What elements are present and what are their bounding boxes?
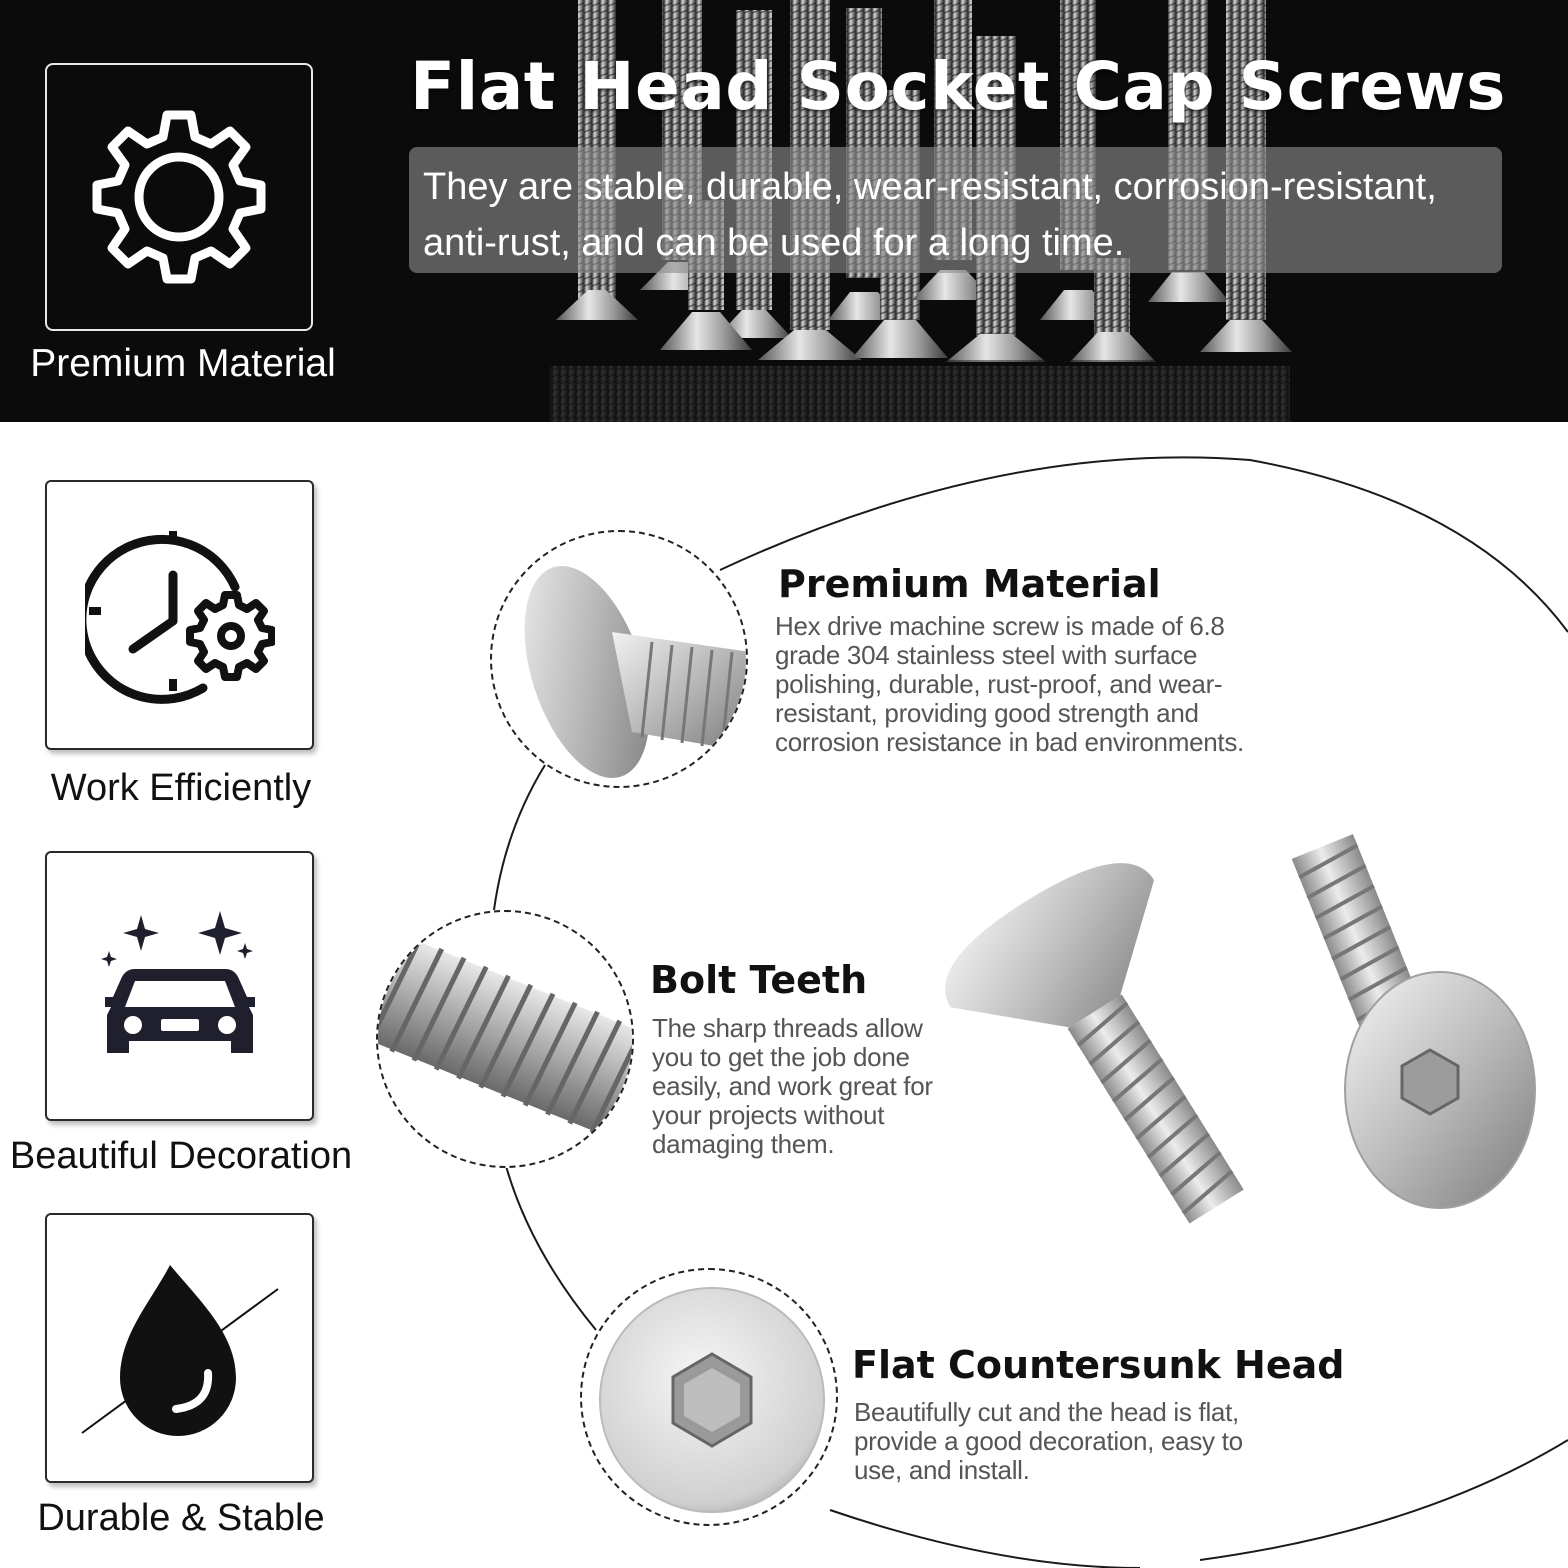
head-top-closeup — [580, 1268, 838, 1526]
durable-stable-icon-box — [45, 1213, 314, 1483]
banner-subtitle: They are stable, durable, wear-resistant, corrosion-resistant, anti-rust, and can be used for a long time. — [409, 147, 1502, 273]
countersunk-head-photo — [492, 532, 748, 788]
hex-socket-photo — [582, 1270, 838, 1526]
detail-title-teeth: Bolt Teeth — [650, 958, 868, 1002]
clock-gear-icon — [85, 525, 275, 705]
beautiful-decoration-icon-box — [45, 851, 314, 1121]
detail-text-head: Beautifully cut and the head is flat, provide a good decoration, easy to use, and install. — [854, 1397, 1243, 1485]
thread-closeup — [376, 910, 634, 1168]
work-efficiently-icon-box — [45, 480, 314, 750]
page-title: Flat Head Socket Cap Screws — [410, 48, 1506, 125]
screw-head-closeup — [490, 530, 748, 788]
detail-title-head: Flat Countersunk Head — [852, 1343, 1345, 1387]
bolt-thread-photo — [378, 912, 634, 1168]
detail-text-teeth: The sharp threads allow you to get the job done easily, and work great for your projects without damaging them. — [652, 1013, 933, 1159]
water-drop-icon — [80, 1253, 280, 1443]
beautiful-decoration-label: Beautiful Decoration — [9, 1135, 353, 1177]
gear-icon — [89, 107, 269, 287]
durable-stable-label: Durable & Stable — [37, 1497, 325, 1539]
sparkling-car-icon — [95, 901, 265, 1071]
detail-title-material: Premium Material — [778, 562, 1161, 606]
work-efficiently-label: Work Efficiently — [50, 767, 312, 809]
two-screws-photo — [940, 820, 1560, 1250]
detail-text-material: Hex drive machine screw is made of 6.8 grade 304 stainless steel with surface polishing, durable, rust-proof, and wear-resistant, providing good strength and corrosion resistance in bad environments. — [775, 611, 1244, 757]
premium-material-label: Premium Material — [30, 342, 336, 385]
premium-material-icon-box — [45, 63, 313, 331]
top-banner — [0, 0, 1568, 422]
